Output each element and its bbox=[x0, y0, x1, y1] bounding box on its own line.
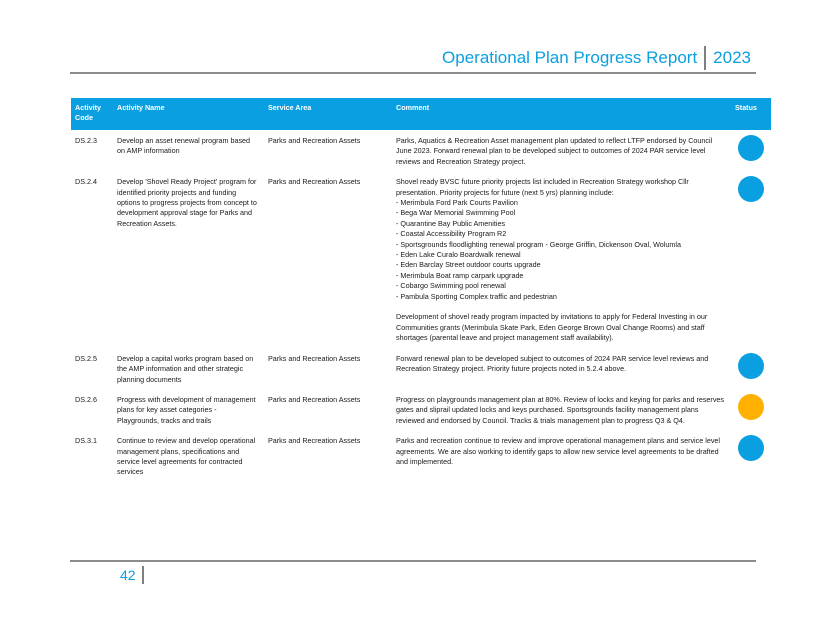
activity-name: Develop an asset renewal program based on AMP information bbox=[117, 136, 251, 156]
report-year: 2023 bbox=[713, 48, 751, 67]
comment-line: - Cobargo Swimming pool renewal bbox=[396, 281, 506, 291]
comment-line: Parks and recreation continue to review and improve operational management plans and service level agreements. We are also working to identify gaps to allow new service level agreements to be drafted and implemented. bbox=[396, 436, 721, 466]
comment-line: - Pambula Sporting Complex traffic and pedestrian bbox=[396, 291, 557, 301]
footer-divider bbox=[142, 566, 144, 584]
service-area: Parks and Recreation Assets bbox=[268, 436, 361, 446]
comment-cell bbox=[392, 348, 731, 389]
status-cell bbox=[731, 130, 771, 171]
activity-name: Progress with development of management plans for key asset categories - Playgrounds, tracks and trails bbox=[117, 394, 256, 425]
activity-code: DS.3.1 bbox=[75, 436, 97, 446]
comment-cell bbox=[392, 171, 731, 347]
activity-code: DS.2.5 bbox=[75, 353, 97, 363]
report-header bbox=[442, 46, 751, 70]
col-status: Status bbox=[731, 98, 771, 130]
service-area: Parks and Recreation Assets bbox=[268, 394, 361, 404]
comment-line: Development of shovel ready program impacted by invitations to apply for Federal Investing in our Communities grants (Merimbula Skate Park, Eden George Brown Oval Change Rooms) and staff shortages (parental leave and project management staff availability). bbox=[396, 312, 708, 343]
table-row bbox=[71, 389, 771, 430]
status-cell bbox=[731, 171, 771, 347]
comment-line: - Eden Barclay Street outdoor courts upgrade bbox=[396, 260, 541, 270]
comment-line: - Bega War Memorial Swimming Pool bbox=[396, 208, 516, 218]
table-row bbox=[71, 430, 771, 482]
col-activity-code: Activity Code bbox=[71, 98, 113, 130]
comment-spacer bbox=[396, 302, 727, 312]
comment-cell bbox=[392, 430, 731, 482]
page-number: 42 bbox=[120, 567, 136, 583]
activity-code: DS.2.3 bbox=[75, 136, 97, 145]
comment-line: Progress on playgrounds management plan at 80%. Review of locks and keying for parks and reserves gates and sliprail updated locks and keys purchased. Sportsgrounds facility management plans reviewed and endorsed by Council. Tracks & trials management plan to progress Q3 & Q4. bbox=[396, 394, 725, 425]
status-cell bbox=[731, 348, 771, 389]
table-header-row bbox=[71, 98, 771, 130]
activity-code: DS.2.6 bbox=[75, 394, 97, 404]
table-row bbox=[71, 348, 771, 389]
status-cell bbox=[731, 430, 771, 482]
comment-line: - Quarantine Bay Public Amenities bbox=[396, 218, 506, 228]
status-cell bbox=[731, 389, 771, 430]
comment-line: - Coastal Accessibility Program R2 bbox=[396, 229, 507, 239]
page-footer bbox=[120, 566, 144, 584]
comment-line: - Sportsgrounds floodlighting renewal program - George Griffin, Dickenson Oval, Wolumla bbox=[396, 239, 681, 249]
status-indicator-icon bbox=[738, 435, 764, 461]
activity-name: Develop 'Shovel Ready Project' program for identified priority projects and funding options to progress projects from concept to development approval stage for Parks and Recreation Assets. bbox=[117, 177, 257, 228]
service-area: Parks and Recreation Assets bbox=[268, 353, 361, 363]
comment-line: - Merimbula Boat ramp carpark upgrade bbox=[396, 270, 524, 280]
activity-name: Continue to review and develop operational management plans, specifications and service level agreements for contracted services bbox=[117, 436, 256, 477]
activity-name: Develop a capital works program based on the AMP information and other strategic planning documents bbox=[117, 353, 254, 384]
service-area: Parks and Recreation Assets bbox=[268, 136, 361, 145]
status-indicator-icon bbox=[738, 394, 764, 420]
status-indicator-icon bbox=[738, 135, 764, 161]
col-comment: Comment bbox=[392, 98, 731, 130]
progress-table bbox=[71, 98, 771, 482]
header-rule bbox=[70, 72, 756, 74]
table-row bbox=[71, 171, 771, 347]
comment-line: - Merimbula Ford Park Courts Pavilion bbox=[396, 198, 518, 208]
comment-line: Parks, Aquatics & Recreation Asset management plan updated to reflect LTFP endorsed by Council June 2023. Forward renewal plan to be developed subject to outcomes of 2024 PAR service level reviews and Recreation Strategy project. bbox=[396, 136, 713, 166]
comment-cell bbox=[392, 389, 731, 430]
status-indicator-icon bbox=[738, 353, 764, 379]
comment-cell bbox=[392, 130, 731, 171]
comment-line: Forward renewal plan to be developed subject to outcomes of 2024 PAR service level reviews and Recreation Strategy project. Priority future projects noted in 5.2.4 above. bbox=[396, 353, 709, 374]
activity-code: DS.2.4 bbox=[75, 177, 97, 187]
table-row bbox=[71, 130, 771, 171]
comment-line: - Eden Lake Curalo Boardwalk renewal bbox=[396, 250, 521, 260]
col-service-area: Service Area bbox=[264, 98, 392, 130]
comment-line: Shovel ready BVSC future priority projects list included in Recreation Strategy workshop Cllr presentation. Priority projects for future (next 5 yrs) planning include: bbox=[396, 177, 689, 197]
service-area: Parks and Recreation Assets bbox=[268, 177, 361, 187]
footer-rule bbox=[70, 560, 756, 562]
status-indicator-icon bbox=[738, 176, 764, 202]
col-activity-name: Activity Name bbox=[113, 98, 264, 130]
report-title: Operational Plan Progress Report bbox=[442, 48, 698, 67]
